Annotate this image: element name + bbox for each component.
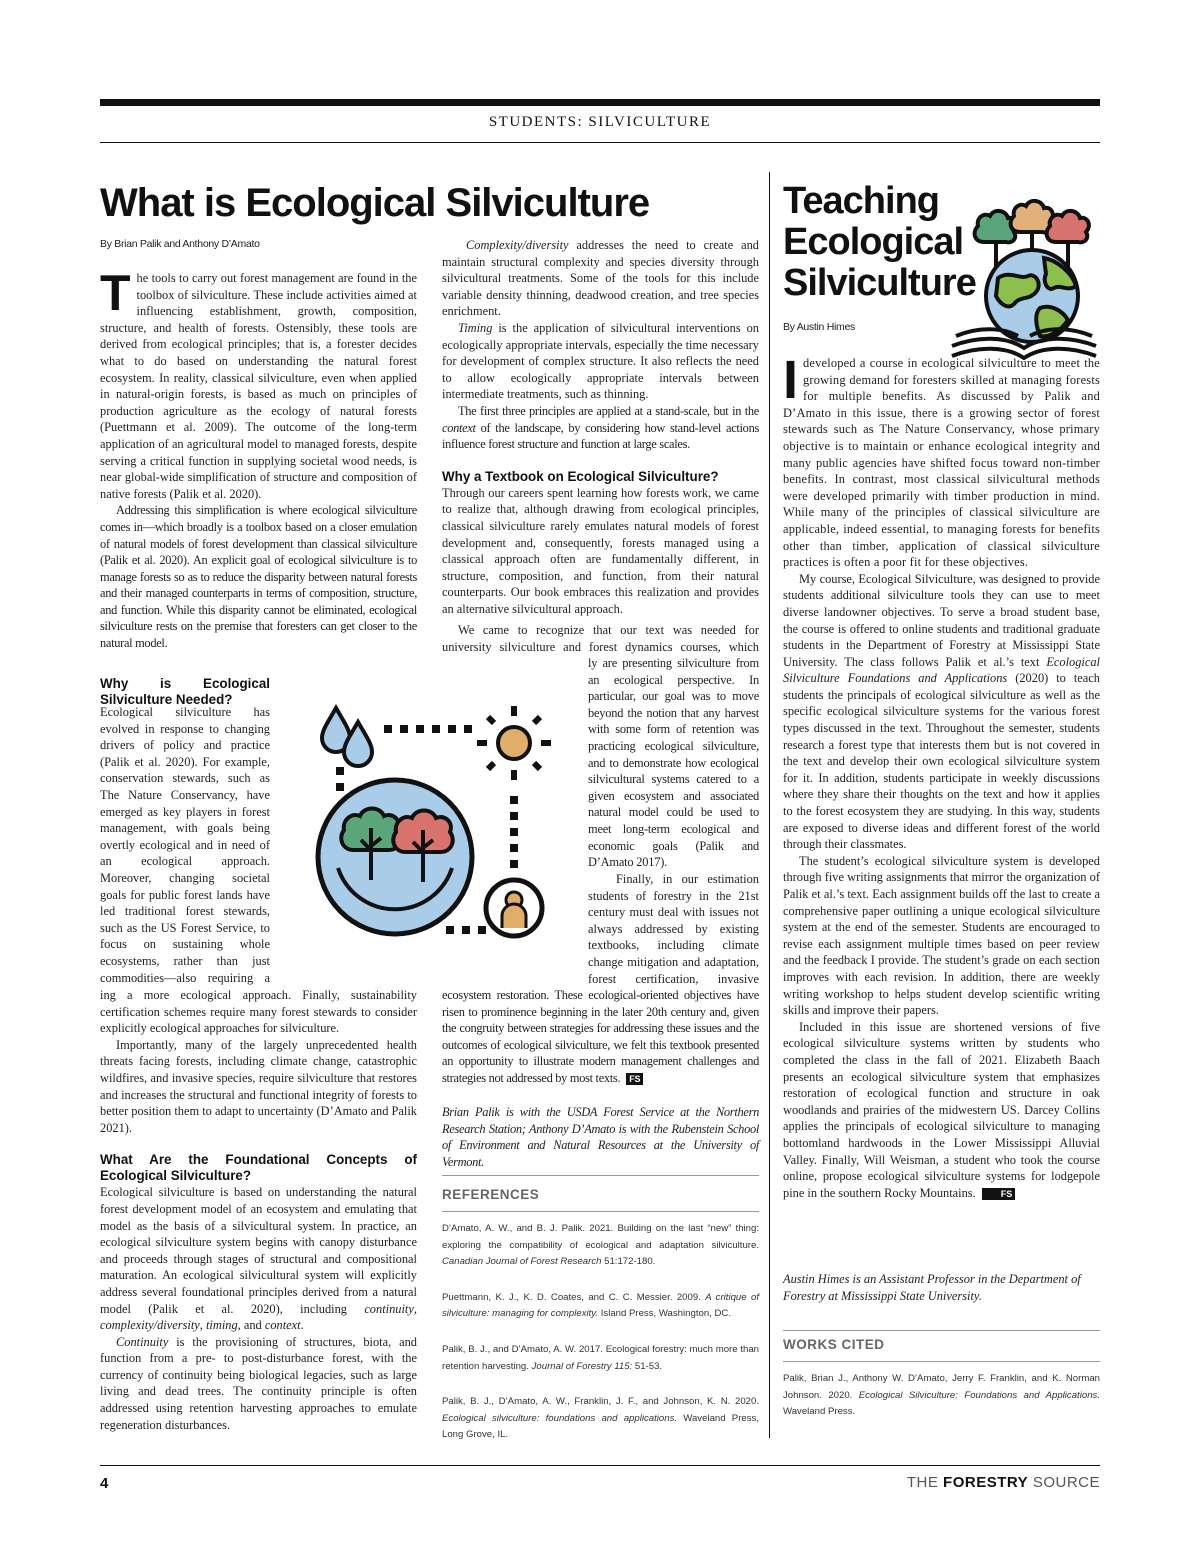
reference-item: Palik, B. J., D’Amato, A. W., Franklin, J. F., and Johnson, K. N. 2020. Ecological silviculture: foundations and applications. Waveland Press, Long Grove, IL. bbox=[442, 1396, 759, 1441]
references-list bbox=[442, 1221, 759, 1463]
sidebar-system-paragraph: The student’s ecological silviculture system is developed through five writing assignments that mirror the organization of Palik et al.’s text. Each assignment builds off the last to create a comprehensive paper outlining a unique ecological silviculture system at the end of the semester. Students are encouraged to revise each assignment multiple times based on peer review and the feedback I provide. The student’s grade on each section improves with each revision. In addition, there are weekly writing workshop to helps student develop scientific writing skills and improve their papers. bbox=[783, 853, 1100, 1018]
finally-wide-text: ecosystem restoration. These ecological-oriented objectives have risen to prominence beginning in the later 20th century and, given the congruity between strategies for addressing these issues and the outcomes of ecological silviculture, we felt this textbook presented an opportunity to illustrate modern management challenges and strategies not addressed by most texts. FS bbox=[442, 988, 759, 1085]
sidebar-title: Teaching Ecological Silviculture bbox=[783, 180, 976, 304]
page-number: 4 bbox=[100, 1475, 109, 1492]
article-title: What is Ecological Silviculture bbox=[100, 181, 650, 225]
works-cited-heading: WORKS CITED bbox=[783, 1337, 885, 1352]
section-header: STUDENTS: SILVICULTURE bbox=[488, 114, 712, 130]
column-divider bbox=[769, 172, 770, 1438]
sidebar-included-paragraph: Included in this issue are shortened versions of five ecological silviculture systems written by students who completed the class in the fall of 2021. Elizabeth Baach presents an ecological silviculture system that emphasizes restoration of ecological function and structure in oak woodlands and prairies of the midwestern US. Darcey Collins applies the principals of ecological silviculture to managing bottomland hardwoods in the Lower Mississippi Alluvial Valley. Finally, Will Weisman, a student who took the course online, propose ecological silviculture systems for lodgepole pine in the southern Rocky Mountains. FS bbox=[783, 1019, 1100, 1200]
person-icon bbox=[486, 880, 542, 936]
sidebar-course-paragraph: My course, Ecological Silviculture, was designed to provide students additional silviculture tools they can use to meet diverse landowner objectives. To serve a broad student base, the course is offered to online students and traditional graduate students in the Department of Forestry at Mississippi State University. The class follows Palik et al.’s text Ecological Silviculture Foundations and Applications (2020) to teach students the principals of ecological silviculture as well as the specific ecological silviculture systems for the various forest types discussed in the text. Throughout the semester, students research a forest type that interests them but is not covered in the text and develop their own ecological silviculture system for it. In addition, students participate in weekly discussions where they share their thoughts on the text and how it applies to the forest ecosystem they are studying. In this way, students are exposed to diverse ideas and different forest of the world through their classmates. bbox=[783, 571, 1100, 852]
sun-icon bbox=[477, 706, 551, 780]
heading-foundational-concepts: What Are the Foundational Concepts of Ecological Silviculture? bbox=[100, 1152, 417, 1184]
reference-item: Palik, B. J., and D’Amato, A. W. 2017. Ecological forestry: much more than retention harvesting. Journal of Forestry 115: 51-53. bbox=[442, 1343, 759, 1372]
ecology-cycle-illustration bbox=[306, 700, 556, 940]
water-drops-icon bbox=[322, 708, 372, 766]
references-heading: REFERENCES bbox=[442, 1187, 540, 1202]
intro-paragraph: The tools to carry out forest management are found in the toolbox of silviculture. These include activities aimed at influencing establishment, growth, composition, structure, and health of forests. Ostensibly, these tools are derived from ecological principles; that is, a forester decides what to do based on understanding the natural forest ecosystem. In reality, classical silviculture, even when applied in natural-origin forests, is based as much on principles of production agriculture as the ecology of natural forests (Puettmann et al. 2009). The outcome of the long-term application of an agricultural model to managed forests, despite serving a critical function in supplying societal wood needs, is near global-wide simplification of structure and composition of native forests (Palik et al. 2020). bbox=[100, 265, 417, 501]
recognize-wide: We came to recognize that our text was needed for university silviculture and forest dynamics courses, which bbox=[442, 623, 759, 654]
main-col2-top bbox=[442, 237, 759, 617]
footer-brand: THE FORESTRY SOURCE bbox=[906, 1474, 1100, 1491]
sidebar-author-bio: Austin Himes is an Assistant Professor in the Department of Forestry at Mississippi State University. bbox=[783, 1272, 1081, 1303]
heading-why-textbook: Why a Textbook on Ecological Silviculture? bbox=[442, 468, 719, 484]
continuity-paragraph: Continuity is the provisioning of structures, biota, and function from a pre- to post-disturbance forest, with the currency of continuity being biological legacies, such as large living and dead trees. The continuity principle is often addressed using retention harvesting approaches to emulate regeneration disturbances. bbox=[100, 1334, 417, 1432]
article-byline: By Brian Palik and Anthony D’Amato bbox=[100, 238, 260, 250]
why-needed-tail: ing a more ecological approach. Finally, sustainability certification schemes require many forest stewards to consider explicitly ecological approaches for silviculture. bbox=[100, 988, 417, 1036]
end-mark-badge: FS bbox=[626, 1073, 643, 1085]
sidebar-byline: By Austin Himes bbox=[783, 321, 855, 333]
threats-paragraph: Importantly, many of the largely unprecedented health threats facing forests, including climate change, catastrophic wildfires, and invasive species, require silviculture that restores and increases the structural and functional integrity of forests to better position them to adapt to uncertainty (D’Amato and Palik 2021). bbox=[100, 1037, 417, 1135]
sidebar-intro-paragraph: Ideveloped a course in ecological silviculture to meet the growing demand for foresters skilled at managing forests for multiple benefits. As discussed by Palik and D’Amato in this issue, there is a growing sector of forest stewards such as The Nature Conservancy, whose primary objective is to maintain or enhance ecological integrity and many public agencies have shifted focus toward non-timber benefits. In contrast, most classical silvicultural methods were developed primarily with timber production in mind. While many of the principles of classical silviculture are applicable, indeed essential, to managing forests for benefits other than timber, application of classical silviculture practices is often a poor fit for these objectives. bbox=[783, 350, 1100, 570]
sidebar-end-mark-badge: FS bbox=[982, 1188, 1016, 1200]
works-cited-rule bbox=[783, 1361, 1100, 1362]
forest-circle-icon bbox=[318, 780, 472, 934]
globe-trees-icon bbox=[975, 201, 1089, 342]
simplification-paragraph: Addressing this simplification is where ecological silviculture comes in—which broadly is a toolbox based on a closer emulation of natural models of forest development than classical silviculture (Palik et al. 2020). An explicit goal of ecological silviculture is to manage forests so as to reduce the disparity between natural forests and their managed counterparts in terms of composition, structure, and function. While this disparity cannot be eliminated, ecological silviculture rests on the premise that foresters can get closer to the natural model. bbox=[100, 503, 417, 651]
textbook-paragraph: Through our careers spent learning how forests work, we came to realize that, although drawing from ecological principles, classical silviculture rarely emulates natural models of forest development and, consequently, forests managed using a classical approach often are fundamentally different, in structure, composition, and function, from their natural counterparts. Our book embraces this realization and provides an alternative silvicultural approach. bbox=[442, 485, 759, 616]
recognize-narrow bbox=[588, 655, 759, 870]
works-cited-top-rule bbox=[783, 1330, 1100, 1331]
why-needed-narrow: Ecological silviculture has evolved in response to changing drivers of policy and practice (Palik et al. 2020). For example, conservation stewards, such as The Nature Conservancy, have emerged as key players in forest management, with goals being overtly ecological and in need of an ecological approach. Moreover, changing societal goals for public forest lands have led traditional forest stewards, such as the US Forest Service, to focus on sustaining whole ecosystems, rather than just commodities—also requiring a bbox=[100, 705, 270, 985]
globe-trees-book-illustration bbox=[948, 196, 1100, 360]
main-author-bio: Brian Palik is with the USDA Forest Service at the Northern Research Station; Anthony D’Amato is with the Rubenstein School of Environment and Natural Resources at the University of Vermont. bbox=[442, 1105, 759, 1169]
recognize-narrow-text: ly are presenting silviculture from an ecological perspective. In particular, our goal was to move beyond the notion that any harvest with some form of retention was practicing ecological silviculture, and to demonstrate how ecological silvicultural systems catered to a given ecosystem and associated natural model could be used to meet long-term ecological and economic goals (Palik and D’Amato 2017). bbox=[588, 656, 759, 870]
header-thin-rule bbox=[100, 142, 1100, 143]
complexity-paragraph: Complexity/diversity addresses the need to create and maintain structural complexity and species diversity through silvicultural treatments. Some of the tools for this include variable density thinning, deadwood creation, and tree species enrichment. bbox=[442, 238, 759, 319]
why-needed-continued bbox=[100, 987, 417, 1433]
timing-paragraph: Timing is the application of silvicultural interventions on ecologically appropriate intervals, especially the time necessary for development of complex structure. It also reflects the need to allow ecologically appropriate intervals between intermediate treatments, such as thinning. bbox=[442, 320, 759, 402]
heading-why-needed: Why is Ecological Silviculture Needed? bbox=[100, 675, 270, 707]
main-col1-top bbox=[100, 265, 417, 708]
sidebar-body bbox=[783, 350, 1100, 1201]
dropcap: T bbox=[100, 265, 131, 321]
reference-item: Puettmann, K. J., K. D. Coates, and C. C. Messier. 2009. A critique of silviculture: managing for complexity. Island Press, Washington, DC. bbox=[442, 1291, 759, 1320]
top-thick-rule bbox=[100, 99, 1100, 106]
references-rule bbox=[442, 1211, 759, 1212]
references-top-rule bbox=[442, 1175, 759, 1176]
footer-rule bbox=[100, 1465, 1100, 1466]
scale-paragraph: The first three principles are applied at a stand-scale, but in the context of the landscape, by considering how stand-level actions influence forest structure and function at large scales. bbox=[442, 403, 759, 452]
concepts-paragraph: Ecological silviculture is based on understanding the natural forest development model of an ecosystem and emulating that model as the basis of a silvicultural system. In practice, an ecological silviculture system begins with canopy disturbance and proceeds through stages of structural and compositional maturation. An ecological silvicultural system will explicitly address several foundational principles derived from a natural model (Palik et al. 2020), including continuity, complexity/diversity, timing, and context. bbox=[100, 1185, 417, 1333]
finally-narrow: Finally, in our estimation students of forestry in the 21st century must deal with issues not always addressed by existing textbooks, including climate change mitigation and adaptation, forest certification, invasive bbox=[588, 872, 759, 986]
finally-wide bbox=[442, 987, 759, 1087]
works-cited-item: Palik, Brian J., Anthony W. D’Amato, Jerry F. Franklin, and K. Norman Johnson. 2020. Ecological Silviculture: Foundations and Applications. Waveland Press. bbox=[783, 1373, 1100, 1418]
sidebar-dropcap: I bbox=[783, 350, 799, 410]
reference-item: D’Amato, A. W., and B. J. Palik. 2021. Building on the last “new” thing: exploring the compatibility of ecological and adaptation silviculture. Canadian Journal of Forest Research 51:172-180. bbox=[442, 1223, 759, 1268]
